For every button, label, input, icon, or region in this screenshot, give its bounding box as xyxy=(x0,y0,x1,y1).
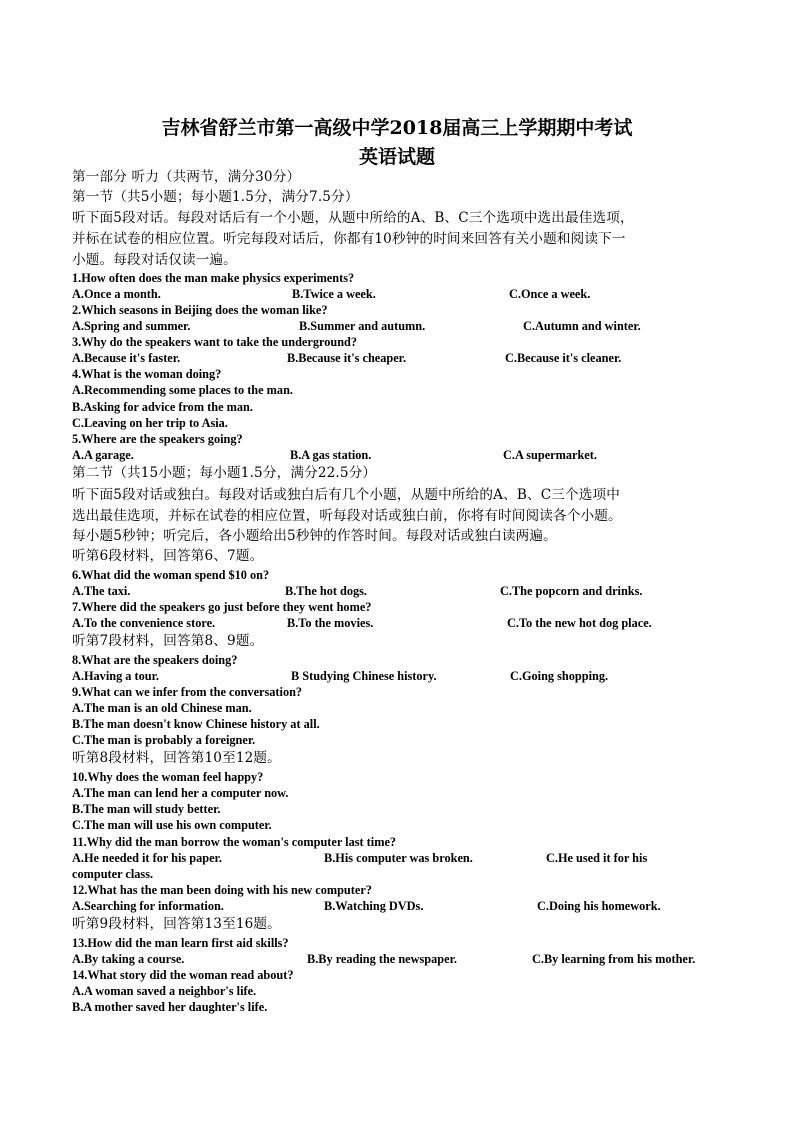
option-c: C.He used it for his xyxy=(546,851,648,865)
option-a: A.The taxi. xyxy=(72,584,131,598)
instruction-line: 小题。每段对话仅读一遍。 xyxy=(72,252,237,268)
option-b: B.A gas station. xyxy=(290,448,372,462)
question-text: 3.Why do the speakers want to take the underground? xyxy=(72,335,358,349)
question-text: 14.What story did the woman read about? xyxy=(72,968,294,982)
section-heading: 第二节（共15小题；每小题1.5分，满分22.5分） xyxy=(72,465,377,481)
material-heading: 听第7段材料，回答第8、9题。 xyxy=(72,633,264,649)
instruction-line: 每小题5秒钟；听完后，各小题给出5秒钟的作答时间。每段对话或独白读两遍。 xyxy=(72,528,557,544)
material-heading: 听第8段材料，回答第10至12题。 xyxy=(72,750,281,766)
question-text: 10.Why does the woman feel happy? xyxy=(72,770,264,784)
option-c: C.A supermarket. xyxy=(503,448,597,462)
part-heading: 第一部分 听力（共两节，满分30分） xyxy=(72,169,301,185)
question-text: 12.What has the man been doing with his new computer? xyxy=(72,883,372,897)
question-text: 4.What is the woman doing? xyxy=(72,367,222,381)
option-b: B.Summer and autumn. xyxy=(299,319,426,333)
option-a: A.Searching for information. xyxy=(72,899,224,913)
option-c: C.The popcorn and drinks. xyxy=(500,584,643,598)
option-a: A.He needed it for his paper. xyxy=(72,851,222,865)
option-line: A.The man can lend her a computer now. xyxy=(72,786,289,800)
question-text: 11.Why did the man borrow the woman's computer last time? xyxy=(72,835,397,849)
question-text: 6.What did the woman spend $10 on? xyxy=(72,568,270,582)
option-a: A.By taking a course. xyxy=(72,952,185,966)
material-heading: 听第6段材料，回答第6、7题。 xyxy=(72,548,264,564)
instruction-line: 听下面5段对话或独白。每段对话或独白后有几个小题，从题中所给的A、B、C三个选项中 xyxy=(72,487,620,503)
material-heading: 听第9段材料，回答第13至16题。 xyxy=(72,916,281,932)
instruction-line: 选出最佳选项，并标在试卷的相应位置，听每段对话或独白前，你将有时间阅读各个小题。 xyxy=(72,508,622,524)
option-a: A.Because it's faster. xyxy=(72,351,181,365)
option-b: B.The hot dogs. xyxy=(285,584,368,598)
option-line: computer class. xyxy=(72,867,154,881)
question-text: 13.How did the man learn first aid skills? xyxy=(72,936,289,950)
question-text: 8.What are the speakers doing? xyxy=(72,653,238,667)
option-line: A.The man is an old Chinese man. xyxy=(72,701,252,715)
option-a: A.Once a month. xyxy=(72,287,161,301)
option-b: B.Because it's cheaper. xyxy=(287,351,407,365)
option-line: C.The man is probably a foreigner. xyxy=(72,733,256,747)
option-c: C.To the new hot dog place. xyxy=(507,616,652,630)
option-c: C.Going shopping. xyxy=(510,669,609,683)
option-c: C.Once a week. xyxy=(509,287,591,301)
option-line: B.A mother saved her daughter's life. xyxy=(72,1000,268,1014)
option-c: C.Because it's cleaner. xyxy=(505,351,622,365)
option-a: A.Having a tour. xyxy=(72,669,160,683)
option-line: B.The man will study better. xyxy=(72,802,221,816)
option-b: B.To the movies. xyxy=(287,616,374,630)
instruction-line: 听下面5段对话。每段对话后有一个小题，从题中所给的A、B、C三个选项中选出最佳选项， xyxy=(72,210,634,226)
question-text: 1.How often does the man make physics experiments? xyxy=(72,271,355,285)
option-b: B Studying Chinese history. xyxy=(291,669,437,683)
question-text: 5.Where are the speakers going? xyxy=(72,432,243,446)
option-b: B.By reading the newspaper. xyxy=(307,952,457,966)
option-line: A.Recommending some places to the man. xyxy=(72,383,293,397)
option-line: C.The man will use his own computer. xyxy=(72,818,272,832)
option-b: B.Watching DVDs. xyxy=(324,899,424,913)
option-line: B.Asking for advice from the man. xyxy=(72,400,253,414)
exam-title: 吉林省舒兰市第一高级中学2018届高三上学期期中考试 xyxy=(161,117,633,139)
option-line: C.Leaving on her trip to Asia. xyxy=(72,416,228,430)
option-c: C.Doing his homework. xyxy=(537,899,661,913)
question-text: 2.Which seasons in Beijing does the woman like? xyxy=(72,303,328,317)
section-heading: 第一节（共5小题；每小题1.5分，满分7.5分） xyxy=(72,189,359,205)
option-c: C.Autumn and winter. xyxy=(523,319,641,333)
option-line: A.A woman saved a neighbor's life. xyxy=(72,984,257,998)
instruction-line: 并标在试卷的相应位置。听完每段对话后，你都有10秒钟的时间来回答有关小题和阅读下一 xyxy=(72,231,626,247)
option-a: A.To the convenience store. xyxy=(72,616,216,630)
option-a: A.A garage. xyxy=(72,448,134,462)
option-a: A.Spring and summer. xyxy=(72,319,191,333)
option-c: C.By learning from his mother. xyxy=(532,952,696,966)
option-b: B.Twice a week. xyxy=(292,287,376,301)
question-text: 7.Where did the speakers go just before they went home? xyxy=(72,600,372,614)
option-line: B.The man doesn't know Chinese history at all. xyxy=(72,717,320,731)
question-text: 9.What can we infer from the conversation? xyxy=(72,685,303,699)
exam-subtitle: 英语试题 xyxy=(358,146,435,168)
option-b: B.His computer was broken. xyxy=(324,851,473,865)
